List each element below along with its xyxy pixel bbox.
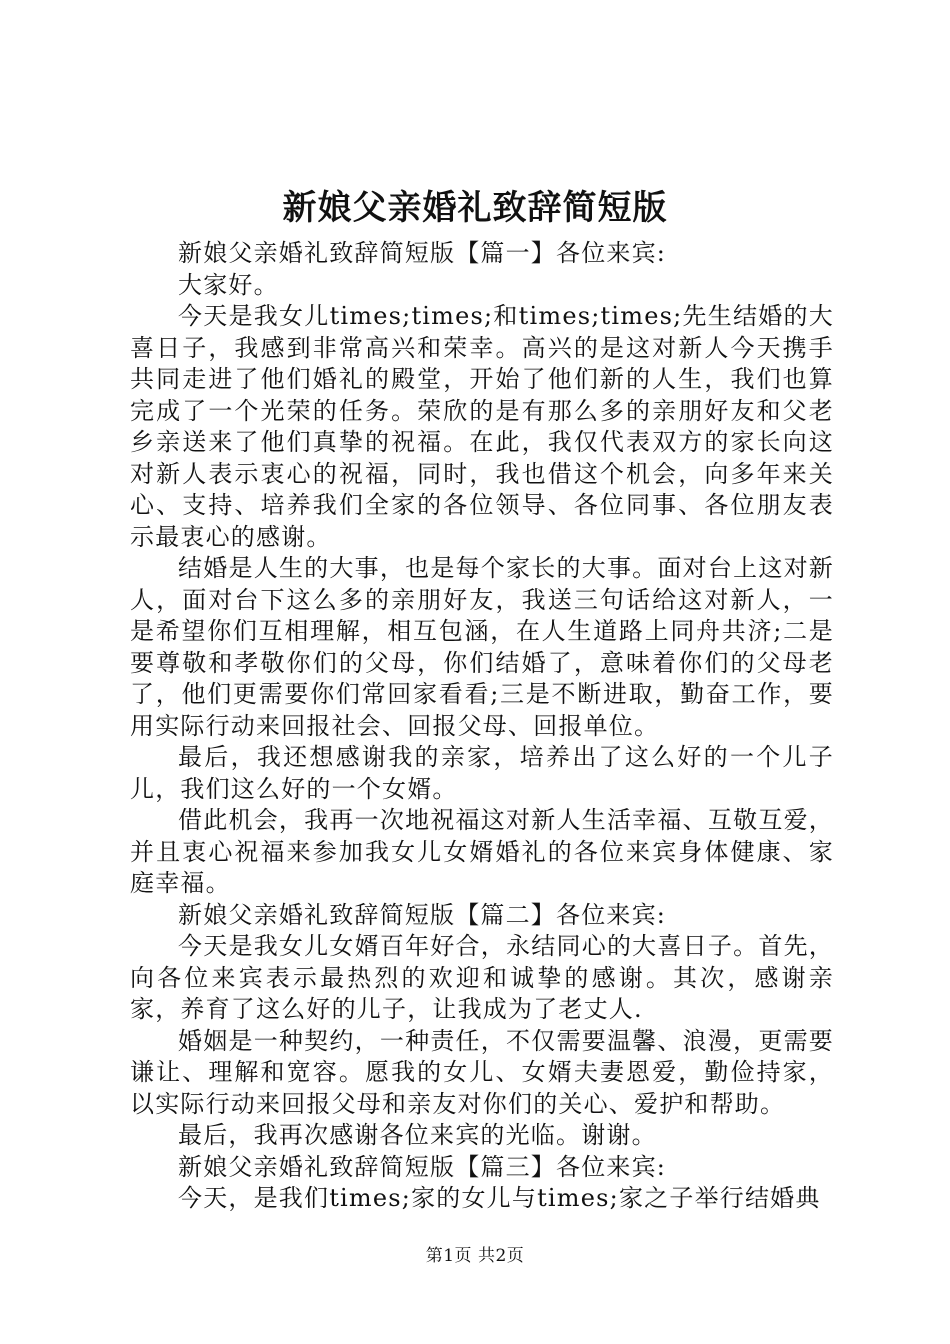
- paragraph: 最后，我还想感谢我的亲家，培养出了这么好的一个儿子儿，我们这么好的一个女婿。: [130, 743, 834, 803]
- paragraph: 新娘父亲婚礼致辞简短版【篇三】各位来宾:: [178, 1152, 667, 1181]
- paragraph: 最后，我再次感谢各位来宾的光临。谢谢。: [178, 1121, 657, 1149]
- paragraph: 今天，是我们times;家的女儿与times;家之子举行结婚典: [178, 1184, 821, 1212]
- paragraph: 新娘父亲婚礼致辞简短版【篇一】各位来宾:: [178, 239, 667, 267]
- document-body: [130, 238, 834, 1215]
- document-title: 新娘父亲婚礼致辞简短版: [282, 188, 668, 228]
- paragraph: 结婚是人生的大事，也是每个家长的大事。面对台上这对新人，面对台下这么多的亲朋好友，我送三句话给这对新人，一是希望你们互相理解，相互包涵，在人生道路上同舟共济;二是要尊敬和孝敬你们的父母，你们结婚了，意味着你们的父母老了，他们更需要你们常回家看看;三是不断进取，勤奋工作，要用实际行动来回报社会、回报父母、回报单位。: [130, 554, 834, 740]
- paragraph: 今天是我女儿女婿百年好合，永结同心的大喜日子。首先，向各位来宾表示最热烈的欢迎和诚挚的感谢。其次，感谢亲家，养育了这么好的儿子，让我成为了老丈人.: [130, 932, 834, 1023]
- paragraph: 大家好。: [178, 270, 279, 299]
- paragraph: 婚姻是一种契约，一种责任，不仅需要温馨、浪漫，更需要谦让、理解和宽容。愿我的女儿、女婿夫妻恩爱，勤俭持家，以实际行动来回报父母和亲友对你们的关心、爱护和帮助。: [130, 1026, 834, 1118]
- page-number-footer: 第1页 共2页: [425, 1246, 525, 1266]
- paragraph: 今天是我女儿times;times;和times;times;先生结婚的大喜日子，我感到非常高兴和荣幸。高兴的是这对新人今天携手共同走进了他们婚礼的殿堂，开始了他们新的人生，我们也算完成了一个光荣的任务。荣欣的是有那么多的亲朋好友和父老乡亲送来了他们真挚的祝福。在此，我仅代表双方的家长向这对新人表示衷心的祝福，同时，我也借这个机会，向多年来关心、支持、培养我们全家的各位领导、各位同事、各位朋友表示最衷心的感谢。: [130, 302, 834, 551]
- paragraph: 借此机会，我再一次地祝福这对新人生活幸福、互敬互爱，并且衷心祝福来参加我女儿女婿婚礼的各位来宾身体健康、家庭幸福。: [130, 806, 834, 897]
- paragraph: 新娘父亲婚礼致辞简短版【篇二】各位来宾:: [178, 900, 667, 929]
